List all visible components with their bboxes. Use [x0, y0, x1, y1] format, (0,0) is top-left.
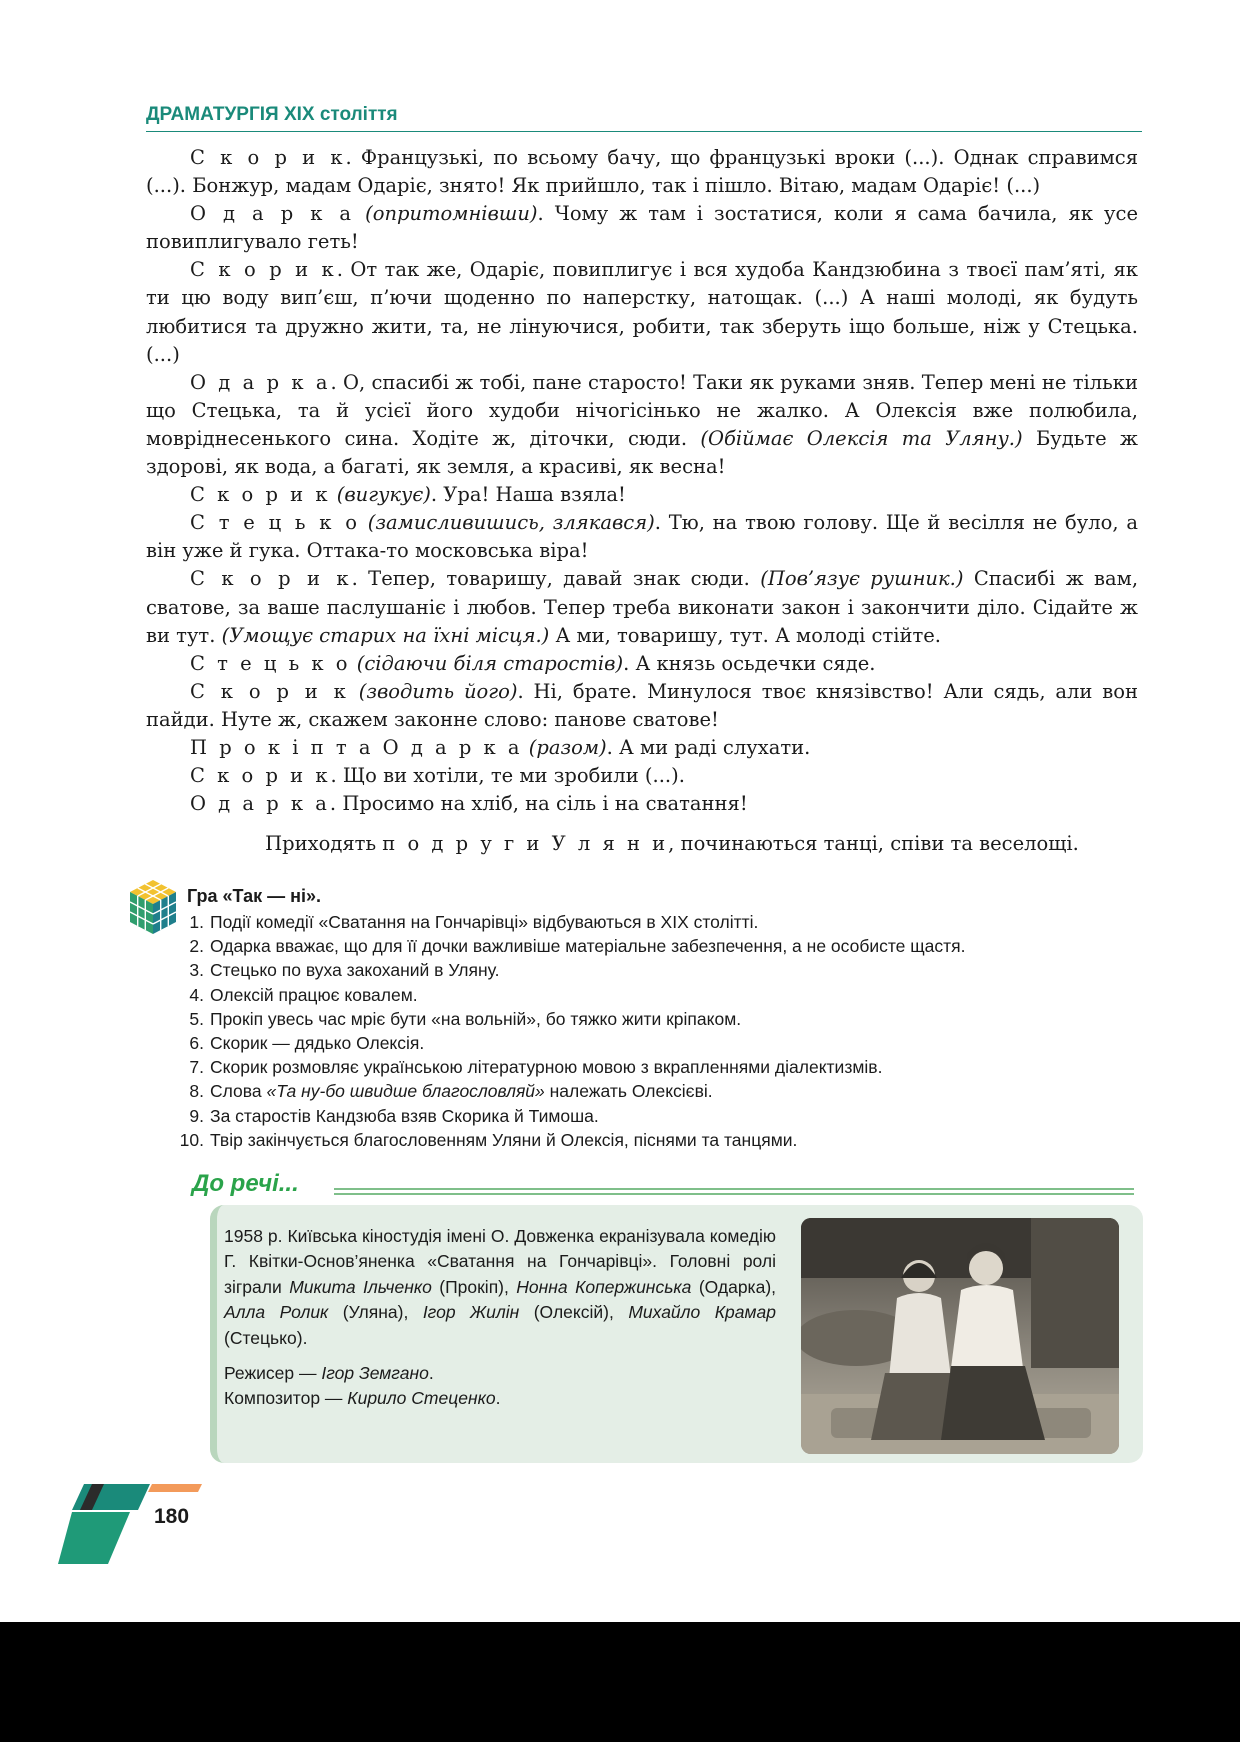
stage-remark: (Пов’язує рушник.): [760, 567, 964, 591]
stage-remark: (сідаючи біля старостів): [356, 651, 624, 675]
game-title: Гра «Так — ні».: [187, 886, 321, 906]
dialogue-line: [146, 734, 1138, 762]
line-text: А ми, товаришу, тут. А молоді стійте.: [549, 623, 941, 647]
game-question-list: [178, 910, 1138, 1152]
dialogue-line: [146, 790, 1138, 818]
list-item: 10. Твір закінчується благословенням Уляни й Олексія, піснями та танцями.: [179, 1129, 798, 1150]
note-rule: [334, 1188, 1134, 1190]
line-text: Будьте ж здорові, як вода, а багаті, як земля, а красиві, як весна!: [146, 426, 1138, 479]
list-item: 5. Прокіп увесь час мріє бути «на вольній», бо тяжко жити кріпаком.: [189, 1008, 742, 1029]
speaker: С к о р и к: [190, 679, 349, 703]
composer-credit: Композитор — Кирило Стеценко.: [224, 1388, 501, 1409]
speaker: С к о р и к: [190, 764, 331, 788]
line-text: . О, спасибі ж тобі, пане старосто! Таки як руками зняв. Тепер мені не тільки що Стецька, та й усієї його худоби нічогісінько не жалко. А Олексія вже полюбила, мовріднесенького сина. Ходіте ж, діточки, сюди.: [146, 370, 1138, 450]
note-heading: До речі...: [192, 1170, 299, 1197]
page-number: 180: [154, 1505, 190, 1528]
line-text: . Ні, брате. Минулося твоє князівство! Али сядь, али вон пайди. Нуте ж, скажем законне слово: панове сватове!: [146, 679, 1138, 731]
list-item: 7. Скорик розмовляє українською літературною мовою з вкрапленнями діалектизмів.: [189, 1057, 883, 1078]
dialogue-line: [146, 509, 1138, 565]
line-text: . Ура! Наша взяла!: [430, 483, 626, 507]
speaker: П р о к і п т а О д а р к а: [190, 735, 523, 759]
speaker: О д а р к а: [190, 202, 355, 226]
speaker: С к о р и к: [190, 146, 346, 169]
dialogue-line: [146, 369, 1138, 481]
note-paragraph: 1958 р. Київська кіностудія імені О. Довженка екранізувала комедію Г. Квітки-Основ’яненка «Сватання на Гончарівці». Головні ролі зіграли Микита Ільченко (Прокіп), Нонна Копержинська (Одарка), Алла Ролик (Уляна), Ігор Жилін (Олексій), Михайло Крамар (Стецько).: [224, 1226, 777, 1348]
dialogue-line: [146, 481, 1138, 509]
dialogue-line: [146, 565, 1138, 649]
stage-direction: Приходять п о д р у г и У л я н и, починаються танці, співи та веселощі.: [265, 832, 1079, 856]
speaker: О д а р к а: [190, 370, 331, 394]
stage-remark: (Умощує старих на їхні місця.): [221, 623, 550, 647]
line-text: . Французькі, по всьому бачу, що французькі вроки (...). Однак справимся (...). Бонжур, мадам Одаріє, знято! Як прийшло, так і пішло. Вітаю, мадам Одаріє! (...): [146, 146, 1138, 198]
line-text: . Тю, на твою голову. Ще й весілля не було, а він уже й гука. Оттака-то московська віра!: [146, 511, 1138, 563]
stage-remark: (зводить його): [358, 679, 518, 703]
dialogue-line: [146, 650, 1138, 678]
line-text: Спасибі ж вам, сватове, за ваше паслушаніє і любов. Тепер треба виконати закон і закончити діло. Сідайте ж ви тут.: [146, 567, 1139, 647]
line-text: . Просимо на хліб, на сіль і на сватання!: [329, 792, 748, 816]
director-credit: Режисер — Ігор Земгано.: [224, 1363, 434, 1384]
dialogue-line: [146, 200, 1138, 256]
dialogue-line: [146, 256, 1138, 368]
speaker: О д а р к а: [190, 792, 330, 816]
speaker: С к о р и к: [190, 483, 331, 507]
list-item: 4. Олексій працює ковалем.: [189, 984, 418, 1005]
list-item: 2. Одарка вважає, що для її дочки важливіше матеріальне забезпечення, а не особисте щастя.: [189, 936, 966, 957]
dialogue-line: [146, 762, 1138, 790]
speaker: С т е ц ь к о: [190, 511, 360, 535]
dialogue-line: [146, 144, 1138, 200]
stage-remark: (замисливишись, злякався): [367, 511, 655, 535]
stage-remark: (Обіймає Олексія та Уляну.): [700, 426, 1023, 450]
list-item: 3. Стецько по вуха закоханий в Уляну.: [189, 960, 500, 981]
line-text: . А князь осьдечки сяде.: [623, 651, 876, 675]
stage-remark: (разом): [528, 735, 607, 759]
list-item: 1. Події комедії «Сватання на Гончарівці» відбуваються в ХІХ столітті.: [189, 912, 759, 932]
list-item: 6. Скорик — дядько Олексія.: [189, 1033, 425, 1054]
running-header: ДРАМАТУРГІЯ ХІХ століття: [146, 104, 398, 125]
line-text: . А ми раді слухати.: [606, 735, 811, 759]
line-text: . Тепер, товаришу, давай знак сюди.: [351, 567, 750, 591]
film-still-photo: [801, 1218, 1119, 1454]
stage-remark: (вигукує): [336, 483, 431, 507]
cube-icon: [128, 878, 178, 936]
header-rule: [146, 131, 1142, 132]
drama-excerpt: [146, 144, 1138, 858]
speaker: С к о р и к: [190, 258, 337, 282]
line-text: . Що ви хотіли, те ми зробили (...).: [330, 764, 685, 788]
line-text: . От так же, Одаріє, повиплигує і вся худоба Кандзюбина з твоєї пам’яті, як ти цю воду вип’єш, п’ючи щоденно по наперстку, натощак. (...) А наші молоді, як будуть любитися та дружно жити, та, не лінуючися, робити, так зберуть іщо больше, ніж у Стецька. (...): [146, 258, 1138, 366]
speaker: С к о р и к: [190, 567, 352, 591]
dialogue-line: [146, 678, 1138, 734]
list-item: 8. Слова «Та ну-бо швидше благословляй» належать Олексієві.: [189, 1081, 713, 1102]
list-item: 9. За старостів Кандзюба взяв Скорика й Тимоша.: [189, 1105, 599, 1126]
stage-remark: (опритомнівши): [365, 202, 538, 226]
note-rule: [334, 1193, 1134, 1195]
line-text: . Чому ж там і зостатися, коли я сама бачила, як усе повиплигувало геть!: [146, 202, 1138, 254]
note-text: [224, 1224, 776, 1412]
speaker: С т е ц ь к о: [190, 651, 351, 675]
